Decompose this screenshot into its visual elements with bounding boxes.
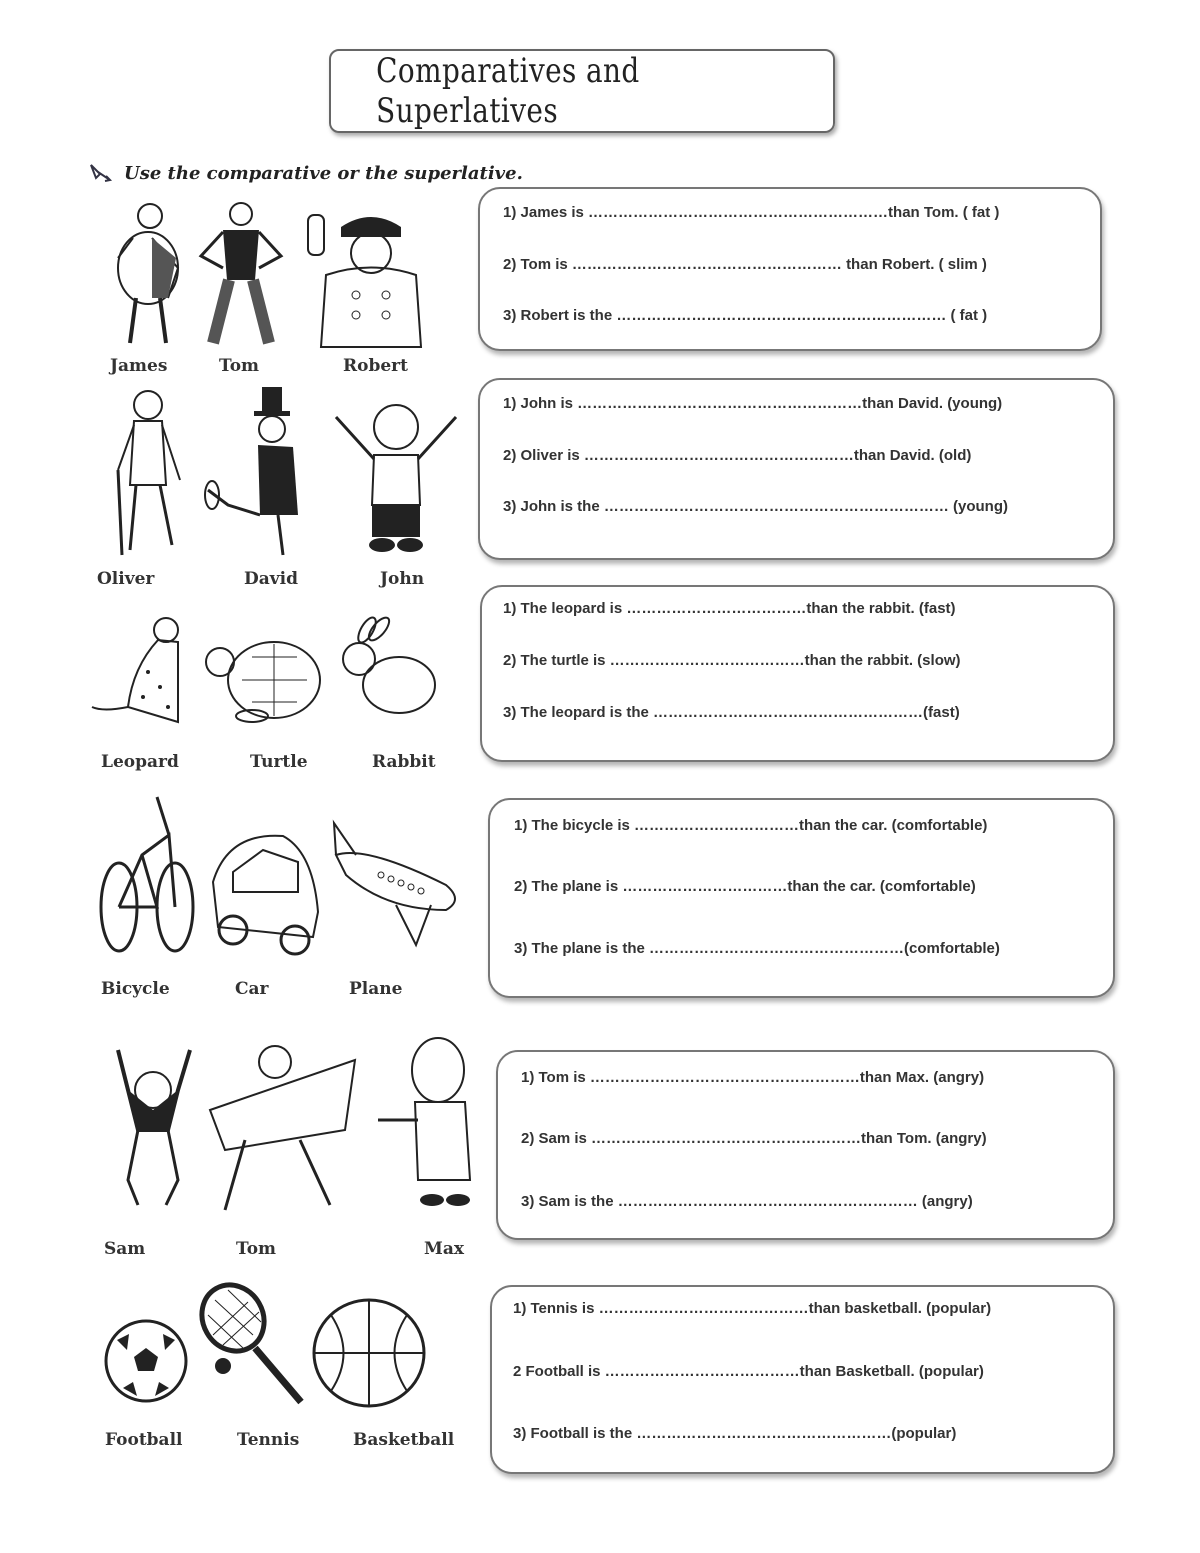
car-icon: [203, 822, 323, 957]
pointing-man-icon: [370, 1030, 488, 1210]
instruction-text: Use the comparative or the superlative.: [124, 162, 523, 184]
exercise-sentence: 2) Tom is ……………………………………………… than Robert. ( slim ): [503, 256, 987, 273]
pencil-arrow-icon: [88, 162, 114, 184]
leopard-icon: [88, 612, 188, 730]
picture-label: Robert: [343, 356, 408, 376]
exercise-sentence: 2) The turtle is …………………………………than the rabbit. (slow): [503, 652, 961, 669]
exercise-sentence: 3) The leopard is the ………………………………………………(fast): [503, 704, 960, 721]
exercise-sentence: 3) Sam is the …………………………………………………… (angry): [521, 1193, 973, 1210]
picture-label: Tom: [219, 356, 260, 376]
picture-label: John: [380, 569, 425, 589]
picture-label: James: [110, 356, 168, 376]
exercise-sentence: 1) James is ……………………………………………………than Tom. ( fat ): [503, 204, 1000, 221]
exercise-sentence: 1) John is …………………………………………………than David. (young): [503, 395, 1003, 412]
angry-man-icon: [98, 1030, 208, 1215]
title-box: [329, 49, 835, 133]
old-man-icon: [100, 385, 195, 560]
rabbit-icon: [337, 615, 439, 723]
picture-label: Oliver: [97, 569, 155, 589]
exercise-sentence: 1) Tom is ………………………………………………than Max. (angry): [521, 1069, 985, 1086]
exercise-sentence: 1) The leopard is ………………………………than the rabbit. (fast): [503, 600, 956, 617]
exercise-sentence: 2) Oliver is ………………………………………………than David. (old): [503, 447, 972, 464]
picture-label: Basketball: [353, 1430, 455, 1450]
football-icon: [103, 1318, 189, 1404]
picture-label: Tennis: [237, 1430, 300, 1450]
newspaper-man-icon: [205, 1040, 365, 1215]
picture-label: Rabbit: [372, 752, 436, 772]
picture-label: Car: [235, 979, 269, 999]
exercise-sentence: 2) Sam is ………………………………………………than Tom. (angry): [521, 1130, 987, 1147]
exercise-sentence: 2 Football is …………………………………than Basketball. (popular): [513, 1363, 984, 1380]
exercise-sentence: 3) Football is the ……………………………………………(popular): [513, 1425, 957, 1442]
picture-label: Tom: [236, 1239, 277, 1259]
policeman-icon: [306, 205, 436, 350]
plane-icon: [326, 815, 468, 957]
exercise-sentence: 3) John is the …………………………………………………………… (young): [503, 498, 1008, 515]
picture-label: Football: [105, 1430, 183, 1450]
picture-label: David: [244, 569, 298, 589]
exercise-sentence: 1) Tennis is ……………………………………than basketball. (popular): [513, 1300, 992, 1317]
thin-man-icon: [193, 198, 288, 350]
bicycle-icon: [97, 795, 197, 957]
turtle-icon: [202, 632, 324, 724]
instruction: [88, 162, 523, 184]
exercise-sentence: 3) Robert is the ………………………………………………………… ( fat ): [503, 307, 988, 324]
picture-label: Bicycle: [101, 979, 170, 999]
picture-label: Turtle: [250, 752, 308, 772]
picture-label: Plane: [349, 979, 403, 999]
picture-label: Max: [424, 1239, 464, 1259]
basketball-icon: [311, 1297, 427, 1409]
exercise-sentence: 1) The bicycle is ……………………………than the car. (comfortable): [514, 817, 988, 834]
boy-icon: [326, 397, 464, 555]
fat-man-icon: [108, 198, 188, 350]
exercise-sentence: 3) The plane is the ……………………………………………(comfortable): [514, 940, 1000, 957]
picture-label: Sam: [104, 1239, 146, 1259]
top-hat-man-icon: [198, 385, 313, 560]
tennis-racket-icon: [193, 1280, 308, 1408]
exercise-sentence: 2) The plane is ……………………………than the car. (comfortable): [514, 878, 976, 895]
picture-label: Leopard: [101, 752, 179, 772]
page-title: Comparatives and Superlatives: [376, 51, 640, 131]
